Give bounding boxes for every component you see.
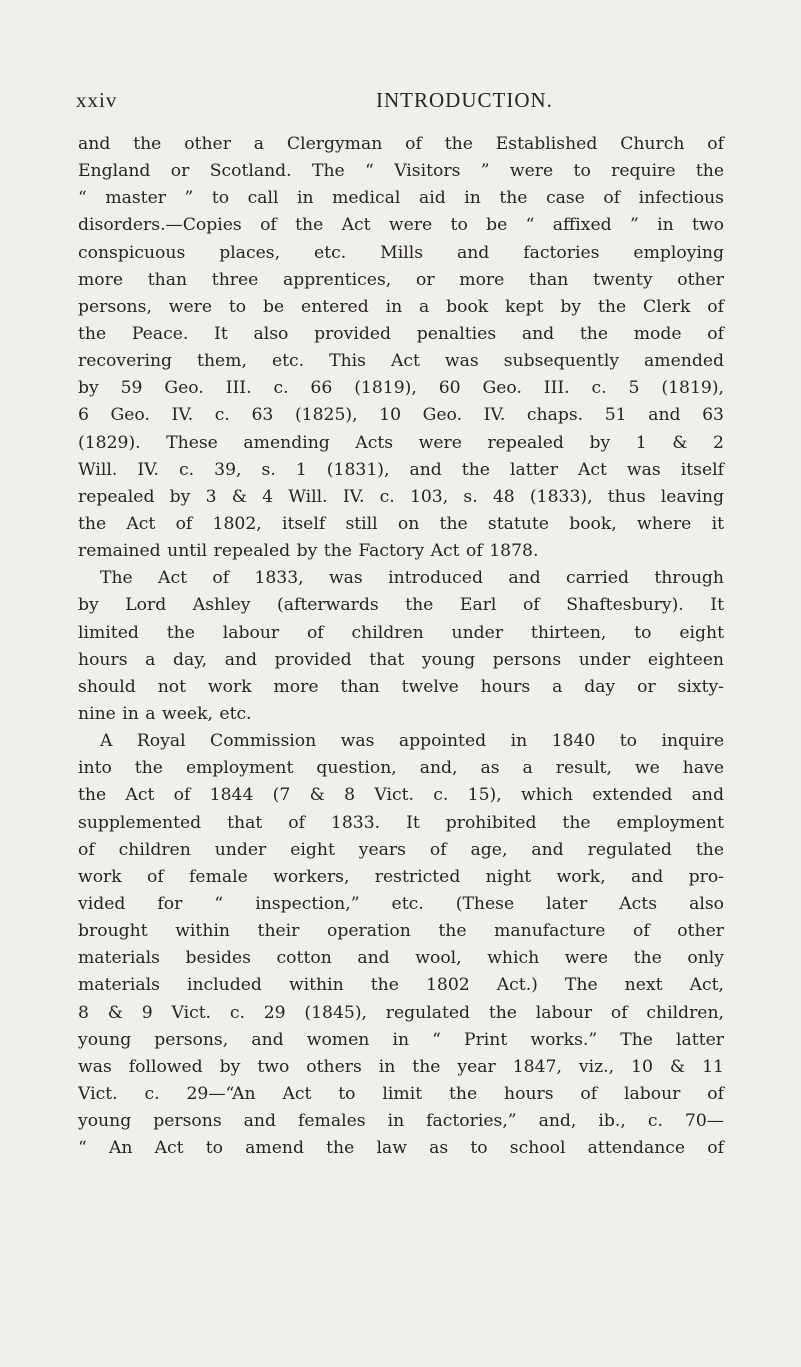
running-title: INTRODUCTION. [376,88,553,112]
text-line: conspicuous places, etc. Mills and factories employing [78,242,724,263]
text-line: young persons, and women in “ Print works.” The latter [78,1029,724,1050]
text-line: “ master ” to call in medical aid in the case of infectious [78,188,724,209]
text-line: more than three apprentices, or more than twenty other [78,269,724,290]
text-line: A Royal Commission was appointed in 1840 to inquire [100,731,724,752]
text-line: by 59 Geo. III. c. 66 (1819), 60 Geo. III. c. 5 (1819), [78,378,724,399]
text-line: young persons and females in factories,” and, ib., c. 70— [78,1111,724,1132]
text-line: into the employment question, and, as a result, we have [78,758,724,779]
text-line: disorders.—Copies of the Act were to be “ affixed ” in two [78,215,724,236]
text-line: “ An Act to amend the law as to school attendance of [78,1138,724,1159]
text-line: supplemented that of 1833. It prohibited the employment [78,812,724,833]
body-text [78,131,724,1162]
text-line: Vict. c. 29—“An Act to limit the hours of labour of [78,1083,724,1104]
page-number: xxiv [76,88,118,112]
text-line: 6 Geo. IV. c. 63 (1825), 10 Geo. IV. chaps. 51 and 63 [78,405,724,426]
text-line: remained until repealed by the Factory Act of 1878. [78,541,539,562]
text-line: hours a day, and provided that young persons under eighteen [78,649,724,670]
page-header [76,88,716,118]
text-line: vided for “ inspection,” etc. (These later Acts also [78,893,724,914]
text-line: nine in a week, etc. [78,703,252,724]
text-line: the Peace. It also provided penalties and the mode of [78,323,724,344]
text-line: recovering them, etc. This Act was subsequently amended [78,351,724,372]
text-line: should not work more than twelve hours a day or sixty- [78,676,724,697]
text-line: 8 & 9 Vict. c. 29 (1845), regulated the labour of children, [78,1002,724,1023]
text-line: persons, were to be entered in a book kept by the Clerk of [78,296,724,317]
text-line: materials besides cotton and wool, which were the only [78,948,724,969]
text-line: The Act of 1833, was introduced and carried through [100,568,724,589]
text-line: by Lord Ashley (afterwards the Earl of Shaftesbury). It [78,595,724,616]
text-line: the Act of 1802, itself still on the statute book, where it [78,513,724,534]
text-line: was followed by two others in the year 1847, viz., 10 & 11 [78,1056,724,1077]
text-line: of children under eight years of age, and regulated the [78,839,724,860]
text-line: England or Scotland. The “ Visitors ” were to require the [78,161,724,182]
text-line: the Act of 1844 (7 & 8 Vict. c. 15), which extended and [78,785,724,806]
text-line: and the other a Clergyman of the Established Church of [78,134,724,154]
text-line: brought within their operation the manufacture of other [78,921,724,942]
text-line: limited the labour of children under thirteen, to eight [78,622,724,643]
text-line: materials included within the 1802 Act.) The next Act, [78,975,724,996]
text-line: work of female workers, restricted night work, and pro- [78,866,724,887]
text-line: repealed by 3 & 4 Will. IV. c. 103, s. 48 (1833), thus leaving [78,486,724,507]
text-line: (1829). These amending Acts were repealed by 1 & 2 [78,432,724,453]
text-line: Will. IV. c. 39, s. 1 (1831), and the latter Act was itself [78,459,724,480]
